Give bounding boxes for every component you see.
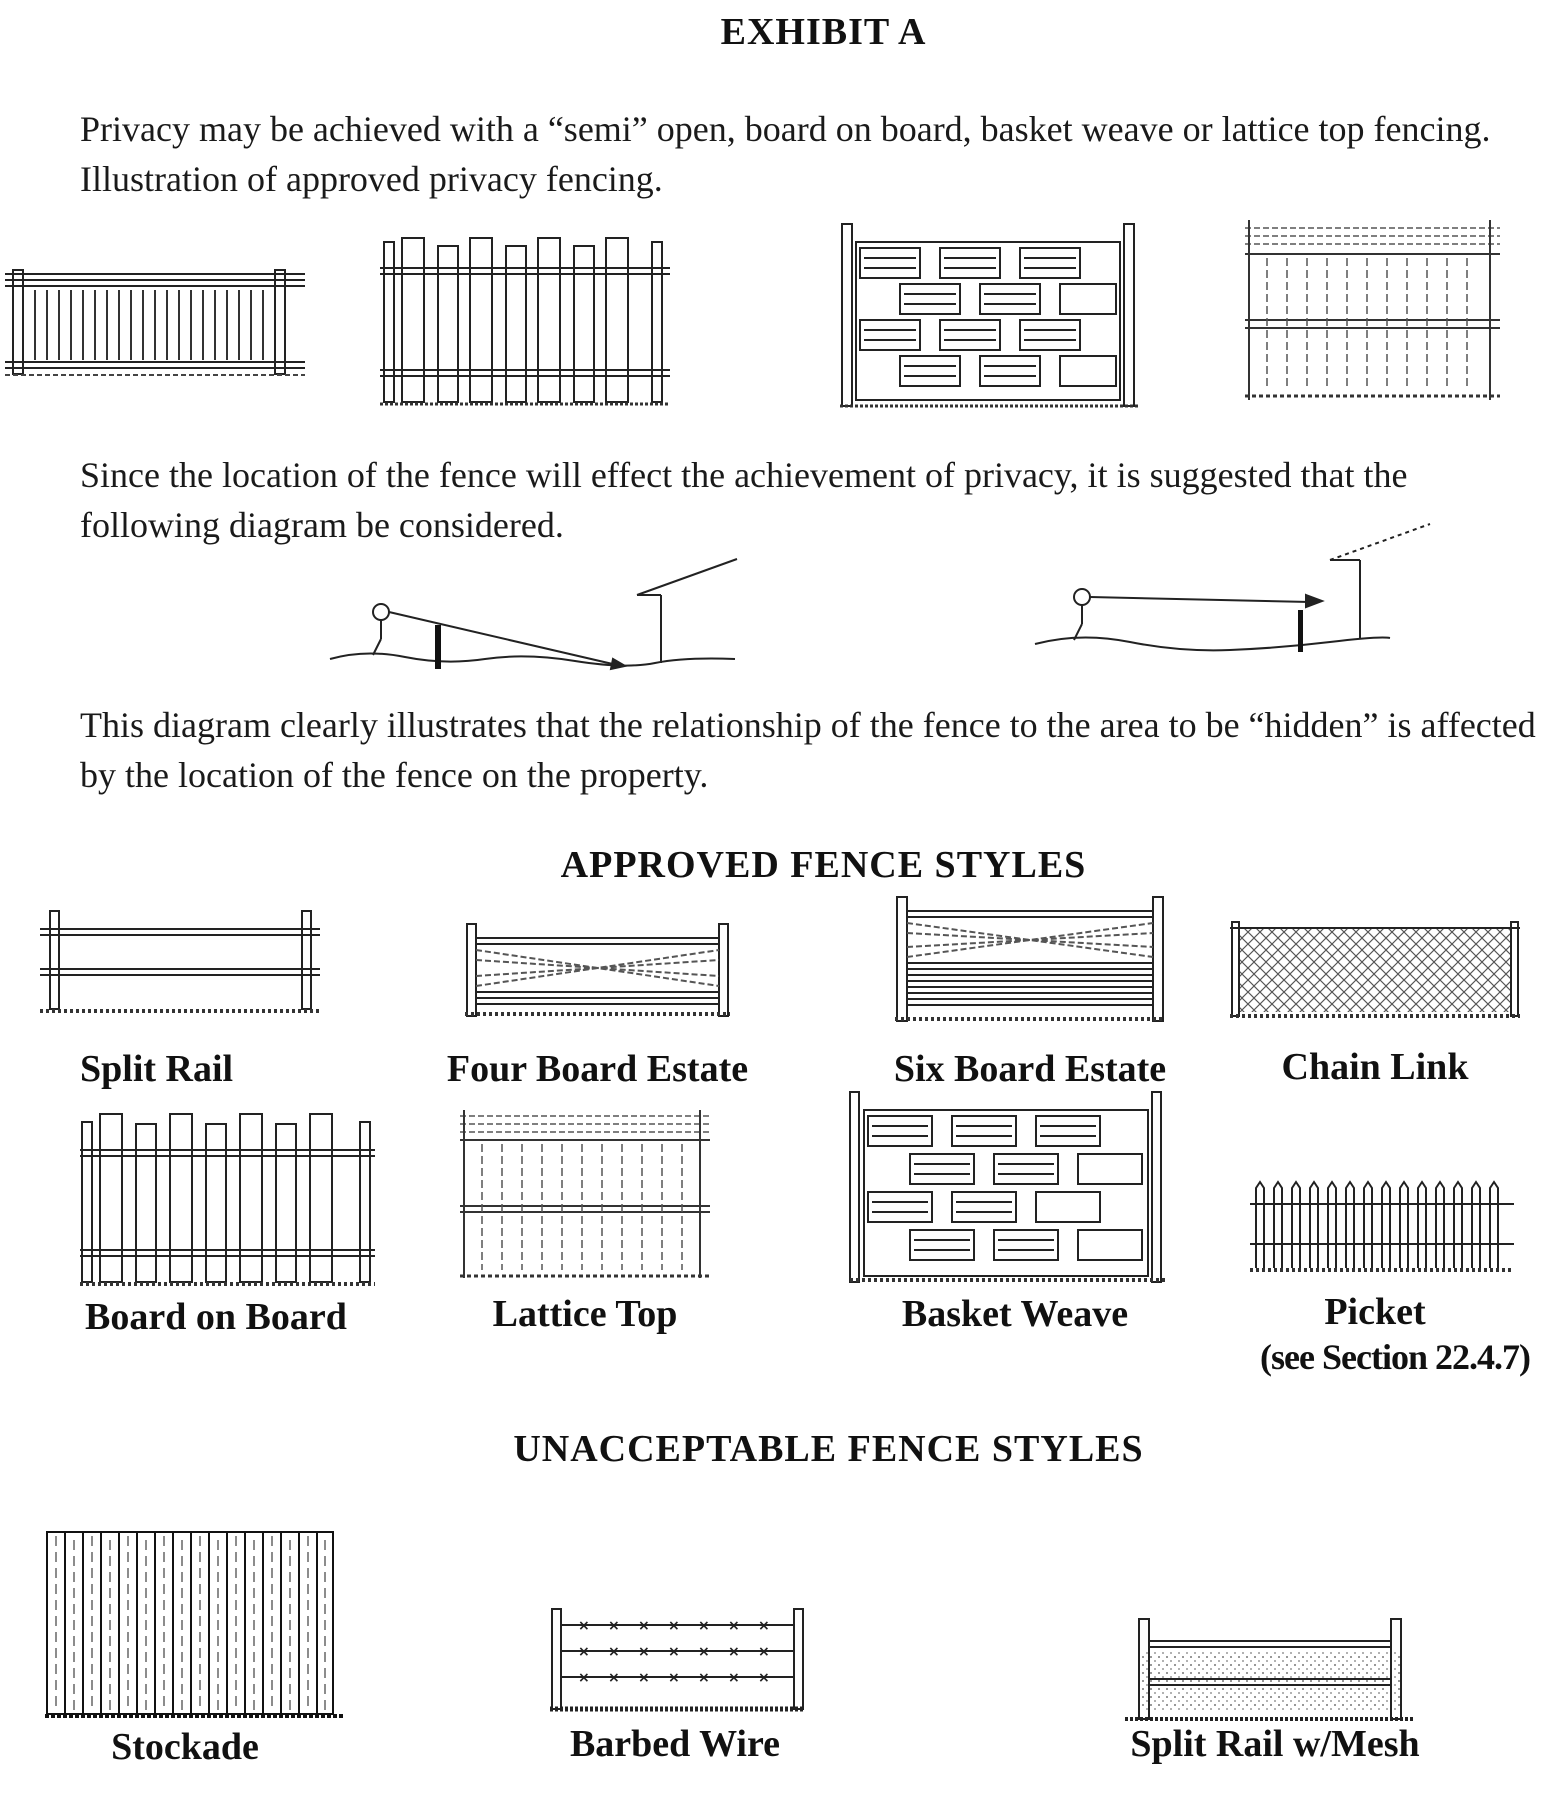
svg-text:×: × [608,1670,620,1686]
privacy-lattice-top-fence-illustration [1245,220,1500,410]
chain-link-label: Chain Link [1281,1046,1469,1088]
diagram-paragraph: This diagram clearly illustrates that the relationship of the fence to the area to be “hidden” is affected by the location of the fence on the property. [80,705,1536,795]
basket-weave-fence-illustration [850,1088,1165,1288]
svg-text:×: × [728,1644,740,1660]
lattice-top-fence-illustration [460,1110,710,1285]
barbed-wire-fence-illustration [550,1605,805,1715]
stockade-label: Stockade [111,1726,259,1768]
svg-text:×: × [698,1670,710,1686]
svg-text:×: × [728,1618,740,1634]
split-rail-mesh-label: Split Rail w/Mesh [1130,1723,1420,1765]
stockade-fence-illustration [45,1530,345,1720]
board-on-board-label: Board on Board [85,1296,347,1338]
basket-weave-label: Basket Weave [901,1293,1129,1335]
sightline-diagram-fence-near [1030,520,1430,660]
svg-text:×: × [638,1644,650,1660]
svg-text:×: × [728,1670,740,1686]
svg-text:×: × [758,1618,770,1634]
svg-text:×: × [578,1670,590,1686]
svg-text:×: × [638,1618,650,1634]
six-board-estate-label: Six Board Estate [893,1048,1167,1090]
svg-text:×: × [698,1644,710,1660]
privacy-board-on-board-fence-illustration [380,232,670,412]
split-rail-mesh-fence-illustration [1125,1615,1415,1725]
six-board-estate-fence-illustration [895,895,1165,1025]
four-board-estate-fence-illustration [465,920,730,1020]
split-rail-label: Split Rail [80,1048,234,1090]
privacy-semi-open-fence-illustration [5,262,305,382]
svg-text:×: × [578,1618,590,1634]
svg-text:×: × [668,1670,680,1686]
board-on-board-fence-illustration [80,1110,375,1290]
privacy-basket-weave-fence-illustration [840,220,1140,410]
sightline-diagram-fence-far [325,555,735,680]
svg-text:×: × [668,1644,680,1660]
split-rail-fence-illustration [40,907,320,1017]
svg-text:×: × [758,1670,770,1686]
svg-text:×: × [668,1618,680,1634]
svg-text:×: × [608,1644,620,1660]
chain-link-fence-illustration [1230,920,1520,1020]
four-board-estate-label: Four Board Estate [446,1048,749,1090]
picket-section-note: (see Section 22.4.7) [1260,1337,1530,1377]
svg-text:×: × [758,1644,770,1660]
lattice-top-label: Lattice Top [492,1293,678,1335]
picket-label: Picket [1324,1291,1426,1333]
svg-text:×: × [698,1618,710,1634]
svg-text:×: × [578,1644,590,1660]
svg-text:×: × [638,1670,650,1686]
approved-heading: APPROVED FENCE STYLES [560,844,1087,886]
picket-fence-illustration [1250,1180,1520,1275]
barbed-wire-label: Barbed Wire [569,1723,781,1765]
svg-text:×: × [608,1618,620,1634]
intro-paragraph: Privacy may be achieved with a “semi” open, board on board, basket weave or lattice top fencing. Illustration of approved privacy fencing. [80,109,1491,199]
location-paragraph: Since the location of the fence will effect the achievement of privacy, it is suggested that the following diagram be considered. [80,455,1408,545]
exhibit-title: EXHIBIT A [720,11,927,53]
unacceptable-heading: UNACCEPTABLE FENCE STYLES [513,1428,1144,1470]
